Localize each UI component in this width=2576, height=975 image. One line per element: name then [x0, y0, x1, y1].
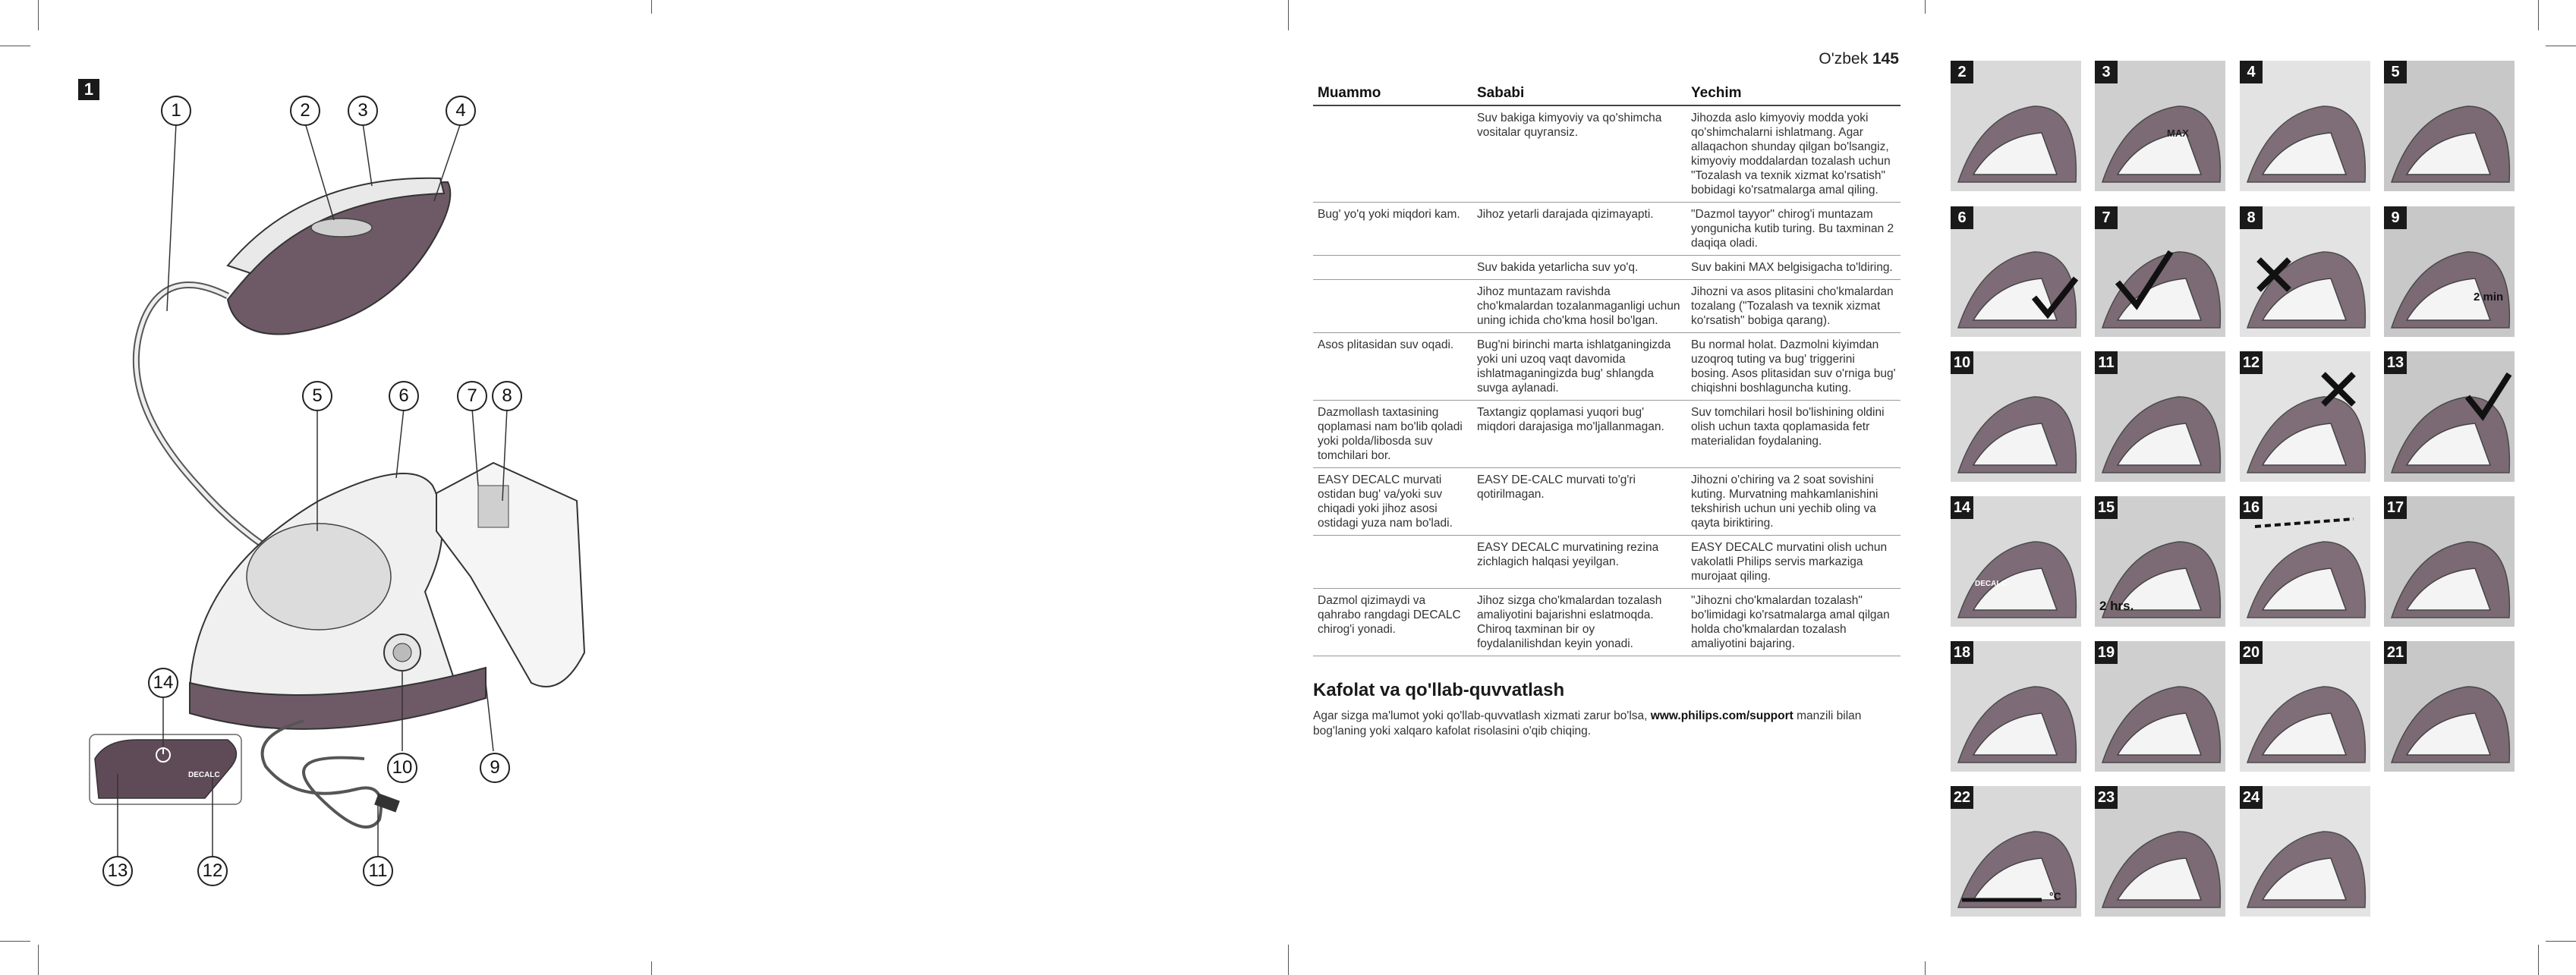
- solution-cell: "Dazmol tayyor" chirog'i muntazam yongunicha kutib turing. Bu taxminan 2 daqiqa oladi.: [1686, 203, 1901, 256]
- step-illustration-17: [2384, 496, 2515, 627]
- step-number: 6: [1951, 206, 1973, 229]
- step-number: 3: [2095, 61, 2118, 83]
- step-illustration-19: [2095, 641, 2225, 772]
- page-header: [1806, 50, 1899, 68]
- callout-3: 3: [348, 96, 378, 126]
- step-illustration-23: [2095, 786, 2225, 917]
- table-row: [1313, 256, 1901, 280]
- table-row: [1313, 203, 1901, 256]
- power-cord: [263, 721, 381, 827]
- warranty-text-before: Agar sizga ma'lumot yoki qo'llab-quvvatlash xizmati zarur bo'lsa,: [1313, 709, 1651, 722]
- step-illustration-9: [2384, 206, 2515, 337]
- crop-mark: [1925, 0, 1926, 14]
- step-illustration-21: [2384, 641, 2515, 772]
- warranty-text-after: manzili bilan bog'laning yoki xalqaro kafolat risolasini o'qib chiqing.: [1313, 709, 1862, 738]
- step-number: 24: [2240, 786, 2263, 809]
- table-row: [1313, 280, 1901, 333]
- step-illustration-4: [2240, 61, 2370, 191]
- step-number: 18: [1951, 641, 1973, 664]
- figure-number-badge: 1: [78, 79, 99, 100]
- callout-12: 12: [197, 856, 228, 886]
- crop-mark: [1288, 945, 1289, 975]
- decalc-label: DECALC: [1975, 580, 2007, 588]
- step-number: 7: [2095, 206, 2118, 229]
- problem-cell: [1313, 280, 1472, 333]
- step-number: 15: [2095, 496, 2118, 519]
- callout-5: 5: [302, 381, 332, 411]
- step-illustration-10: [1951, 351, 2081, 482]
- callout-13: 13: [102, 856, 133, 886]
- cause-cell: Taxtangiz qoplamasi yuqori bug' miqdori darajasiga mo'ljallanmagan.: [1472, 401, 1686, 468]
- solution-cell: EASY DECALC murvatini olish uchun vakolatli Philips servis markaziga murojaat qiling.: [1686, 536, 1901, 589]
- cause-cell: Suv bakida yetarlicha suv yo'q.: [1472, 256, 1686, 280]
- step-number: 9: [2384, 206, 2407, 229]
- step-illustration-12: [2240, 351, 2370, 482]
- table-row: [1313, 589, 1901, 656]
- step-number: 21: [2384, 641, 2407, 664]
- problem-cell: [1313, 536, 1472, 589]
- language-label: O'zbek: [1819, 50, 1869, 68]
- warranty-heading: Kafolat va qo'llab-quvvatlash: [1313, 680, 1565, 700]
- header-problem: Muammo: [1313, 82, 1472, 105]
- solution-cell: Bu normal holat. Dazmolni kiyimdan uzoqroq tuting va bug' triggerini bosing. Asos plitasidan suv o'rniga bug' chiqishni boshlaguncha kuting.: [1686, 333, 1901, 401]
- cause-cell: Jihoz muntazam ravishda cho'kmalardan tozalanmaganligi uchun uning ichida cho'kma hosil bo'lgan.: [1472, 280, 1686, 333]
- callout-4: 4: [446, 96, 476, 126]
- table-row: [1313, 536, 1901, 589]
- step-illustration-6: [1951, 206, 2081, 337]
- step-illustration-22: [1951, 786, 2081, 917]
- step-illustration-14: [1951, 496, 2081, 627]
- problem-cell: Dazmol qizimaydi va qahrabo rangdagi DECALC chirog'i yonadi.: [1313, 589, 1472, 656]
- step-number: 14: [1951, 496, 1973, 519]
- step-number: 16: [2240, 496, 2263, 519]
- problem-cell: Bug' yo'q yoki miqdori kam.: [1313, 203, 1472, 256]
- step-number: 11: [2095, 351, 2118, 374]
- cause-cell: EASY DECALC murvatining rezina zichlagich halqasi yeyilgan.: [1472, 536, 1686, 589]
- steam-generator-illustration: [0, 0, 683, 975]
- step-illustration-3: [2095, 61, 2225, 191]
- water-tank: [436, 463, 584, 687]
- troubleshooting-table: [1313, 82, 1901, 656]
- solution-cell: "Jihozni cho'kmalardan tozalash" bo'limidagi ko'rsatmalarga amal qilgan holda cho'kmalardan tozalash amaliyotini bajaring.: [1686, 589, 1901, 656]
- callout-6: 6: [389, 381, 419, 411]
- step-number: 23: [2095, 786, 2118, 809]
- callout-14: 14: [148, 668, 178, 698]
- step-illustration-18: [1951, 641, 2081, 772]
- solution-cell: Jihozni va asos plitasini cho'kmalardan tozalang ("Tozalash va texnik xizmat ko'rsatish" bobiga qarang).: [1686, 280, 1901, 333]
- temp-label: °C: [2049, 890, 2061, 902]
- problem-cell: Dazmollash taxtasining qoplamasi nam bo'lib qoladi yoki polda/libosda suv tomchilari bor.: [1313, 401, 1472, 468]
- table-header-row: [1313, 82, 1901, 105]
- solution-cell: Jihozda aslo kimyoviy modda yoki qo'shimchalarni ishlatmang. Agar allaqachon shunday qilgan bo'lsangiz, kimyoviy moddalardan tozalash uchun "Tozalash va texnik xizmat ko'rsatish" bobidagi ko'rsatmalarga amal qiling.: [1686, 105, 1901, 203]
- warranty-paragraph: [1313, 709, 1901, 739]
- step-number: 10: [1951, 351, 1973, 374]
- step-number: 4: [2240, 61, 2263, 83]
- cause-cell: Bug'ni birinchi marta ishlatganingizda yoki uni uzoq vaqt davomida ishlatmaganingizda bug' shlangda suvga aylanadi.: [1472, 333, 1686, 401]
- step-illustration-24: [2240, 786, 2370, 917]
- problem-cell: [1313, 105, 1472, 203]
- cause-cell: Suv bakiga kimyoviy va qo'shimcha vositalar quyгansiz.: [1472, 105, 1686, 203]
- table-row: [1313, 468, 1901, 536]
- cause-cell: Jihoz yetarli darajada qizimayapti.: [1472, 203, 1686, 256]
- step-illustration-13: [2384, 351, 2515, 482]
- crop-mark: [2546, 941, 2576, 942]
- step-number: 13: [2384, 351, 2407, 374]
- cause-cell: EASY DE-CALC murvati to'g'ri qotirilmagan.: [1472, 468, 1686, 536]
- decalc-panel-label: DECALC: [188, 771, 220, 779]
- cause-cell: Jihoz sizga cho'kmalardan tozalash amaliyotini bajarishni eslatmoqda. Chiroq taxminan bir oy foydalanilishdan keyin yonadi.: [1472, 589, 1686, 656]
- step-illustration-7: [2095, 206, 2225, 337]
- solution-cell: Jihozni o'chiring va 2 soat sovishini kuting. Murvatning mahkamlanishini tekshirish uchun uni yechib oling va qayta biriktiring.: [1686, 468, 1901, 536]
- step-number: 5: [2384, 61, 2407, 83]
- step-illustration-8: [2240, 206, 2370, 337]
- iron-trigger: [311, 219, 372, 237]
- crop-mark: [1925, 961, 1926, 975]
- step-number: 2: [1951, 61, 1973, 83]
- callout-9: 9: [480, 753, 510, 783]
- step-number: 12: [2240, 351, 2263, 374]
- table-row: [1313, 105, 1901, 203]
- water-tank-panel: [247, 524, 391, 630]
- solution-cell: Suv bakini MAX belgisigacha to'ldiring.: [1686, 256, 1901, 280]
- header-solution: Yechim: [1686, 82, 1901, 105]
- table-row: [1313, 333, 1901, 401]
- step-illustration-11: [2095, 351, 2225, 482]
- step-illustration-16: [2240, 496, 2370, 627]
- solution-cell: Suv tomchilari hosil bo'lishining oldini olish uchun taxta qoplamasida fetr materialidan foydalaning.: [1686, 401, 1901, 468]
- callout-8: 8: [492, 381, 522, 411]
- problem-cell: Asos plitasidan suv oqadi.: [1313, 333, 1472, 401]
- problem-cell: [1313, 256, 1472, 280]
- step-illustration-2: [1951, 61, 2081, 191]
- support-link[interactable]: www.philips.com/support: [1650, 709, 1793, 722]
- crop-mark: [2538, 945, 2539, 975]
- step-illustration-20: [2240, 641, 2370, 772]
- step-number: 20: [2240, 641, 2263, 664]
- step-illustration-5: [2384, 61, 2515, 191]
- two-min-label: 2 min: [2474, 291, 2504, 304]
- two-hrs-label: 2 hrs.: [2099, 599, 2134, 613]
- crop-mark: [2538, 0, 2539, 30]
- callout-2: 2: [290, 96, 320, 126]
- table-row: [1313, 401, 1901, 468]
- step-number: 17: [2384, 496, 2407, 519]
- crop-mark: [1288, 0, 1289, 30]
- step-number: 8: [2240, 206, 2263, 229]
- step-illustration-15: [2095, 496, 2225, 627]
- callout-7: 7: [457, 381, 487, 411]
- callout-11: 11: [363, 856, 393, 886]
- max-label: MAX: [2167, 127, 2189, 139]
- problem-cell: EASY DECALC murvati ostidan bug' va/yoki suv chiqadi yoki jihoz asosi ostidagi yuza nam bo'ladi.: [1313, 468, 1472, 536]
- page-number: 145: [1872, 50, 1899, 68]
- callout-1: 1: [161, 96, 191, 126]
- step-number: 22: [1951, 786, 1973, 809]
- step-number: 19: [2095, 641, 2118, 664]
- header-cause: Sababi: [1472, 82, 1686, 105]
- callout-10: 10: [387, 753, 417, 783]
